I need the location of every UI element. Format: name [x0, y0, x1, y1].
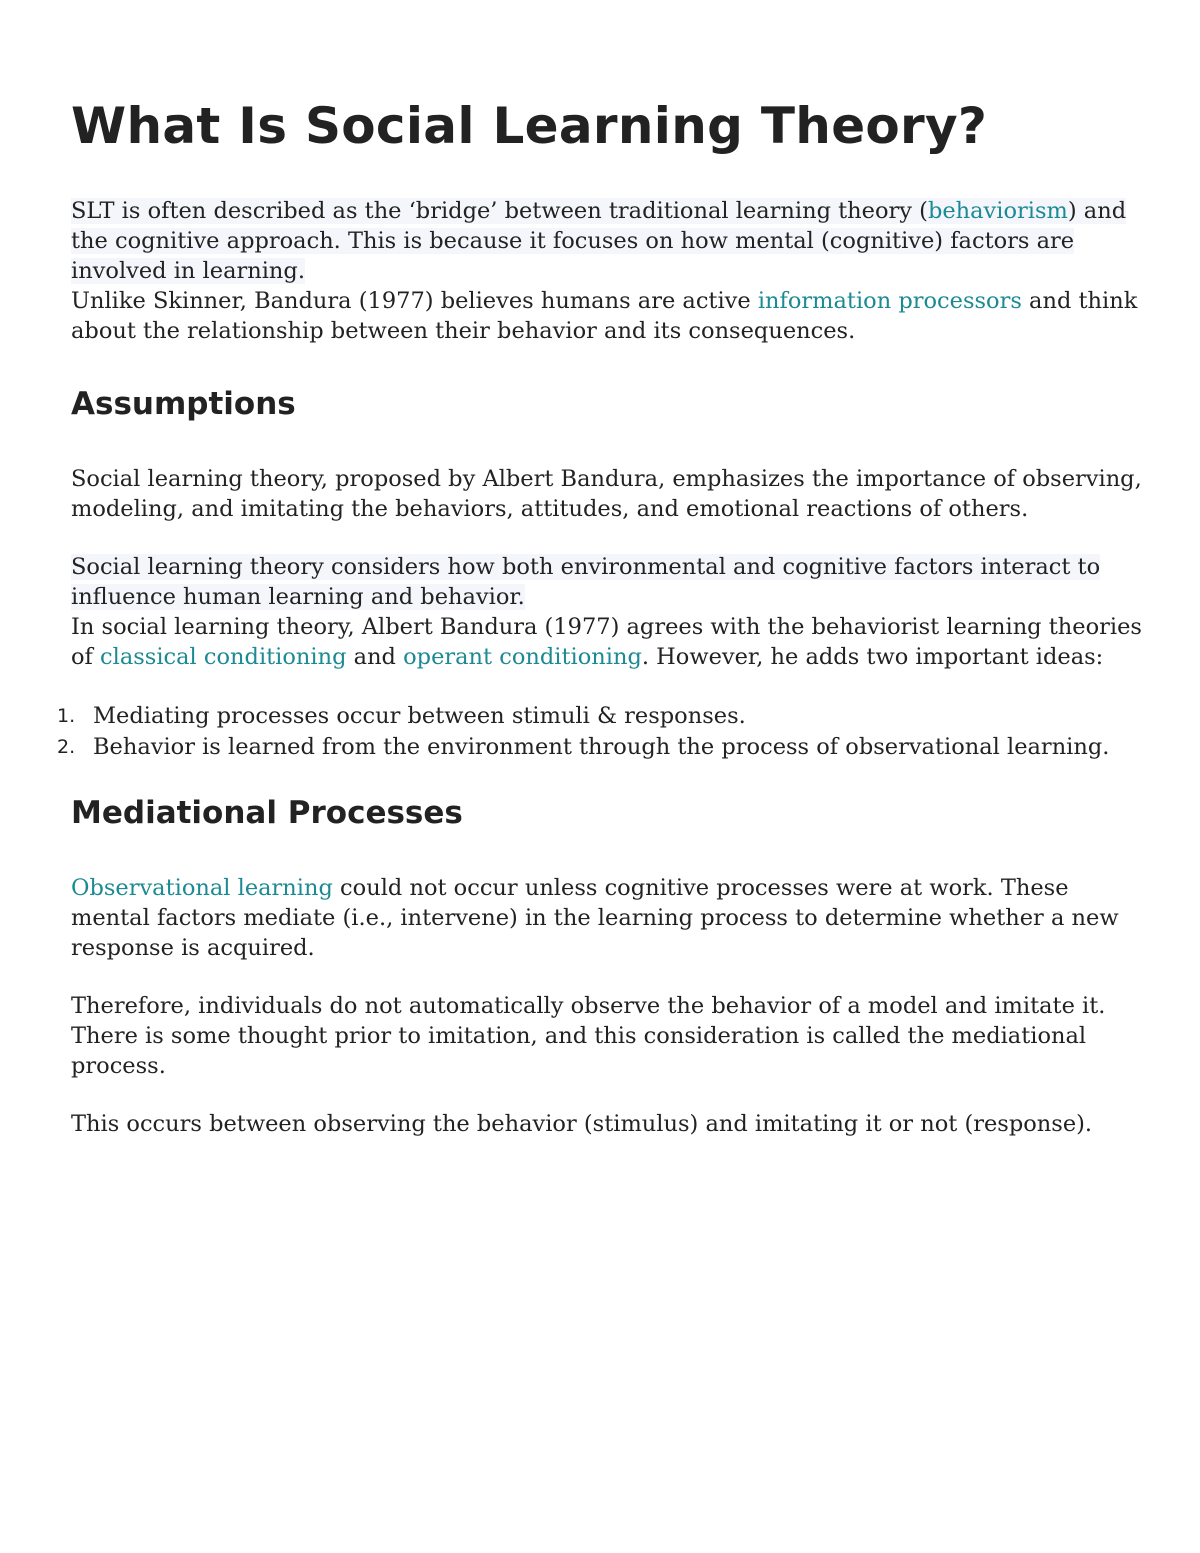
assumptions-paragraph-2: [71, 552, 1151, 612]
information-processors-link[interactable]: information processors: [757, 288, 1022, 314]
list-number: 1.: [57, 705, 76, 727]
important-ideas-list: [57, 701, 1151, 763]
assumptions-highlight: Social learning theory considers how both environmental and cognitive factors interact to influence human learning and behavior.: [71, 554, 1101, 610]
list-item: 2. Behavior is learned from the environment through the process of observational learning.: [71, 732, 1151, 763]
mediational-paragraph-3: This occurs between observing the behavior (stimulus) and imitating it or not (response).: [71, 1111, 1093, 1137]
assumptions-heading: Assumptions: [71, 386, 296, 422]
operant-conditioning-link[interactable]: operant conditioning: [403, 644, 642, 670]
behaviorism-link[interactable]: behaviorism: [927, 198, 1068, 224]
intro-paragraph-1: [71, 196, 1151, 286]
page-title: What Is Social Learning Theory?: [71, 97, 988, 155]
list-item: 1. Mediating processes occur between stimuli & responses.: [71, 701, 1151, 732]
intro-paragraph-2: Unlike Skinner, Bandura (1977) believes humans are active information processors and think about the relationship between their behavior and its consequences.: [71, 288, 1138, 344]
classical-conditioning-link[interactable]: classical conditioning: [100, 644, 347, 670]
assumptions-paragraph-1: Social learning theory, proposed by Albert Bandura, emphasizes the importance of observing, modeling, and imitating the behaviors, attitudes, and emotional reactions of others.: [71, 466, 1142, 522]
assumptions-paragraph-3: In social learning theory, Albert Bandura (1977) agrees with the behaviorist learning theories of classical conditioning and operant conditioning. However, he adds two important ideas:: [71, 614, 1142, 670]
mediational-paragraph-1: Observational learning could not occur unless cognitive processes were at work. These mental factors mediate (i.e., intervene) in the learning process to determine whether a new response is acquired.: [71, 875, 1119, 961]
observational-learning-link[interactable]: Observational learning: [71, 875, 333, 901]
document-page: [57, 92, 1151, 1139]
list-number: 2.: [57, 736, 76, 758]
mediational-heading: Mediational Processes: [71, 795, 463, 831]
intro-highlight: SLT is often described as the ‘bridge’ between traditional learning theory (behaviorism) and the cognitive approach. This is because it focuses on how mental (cognitive) factors are involved in learning.: [71, 198, 1127, 284]
mediational-paragraph-2: Therefore, individuals do not automatically observe the behavior of a model and imitate it. There is some thought prior to imitation, and this consideration is called the mediational process.: [71, 993, 1106, 1079]
